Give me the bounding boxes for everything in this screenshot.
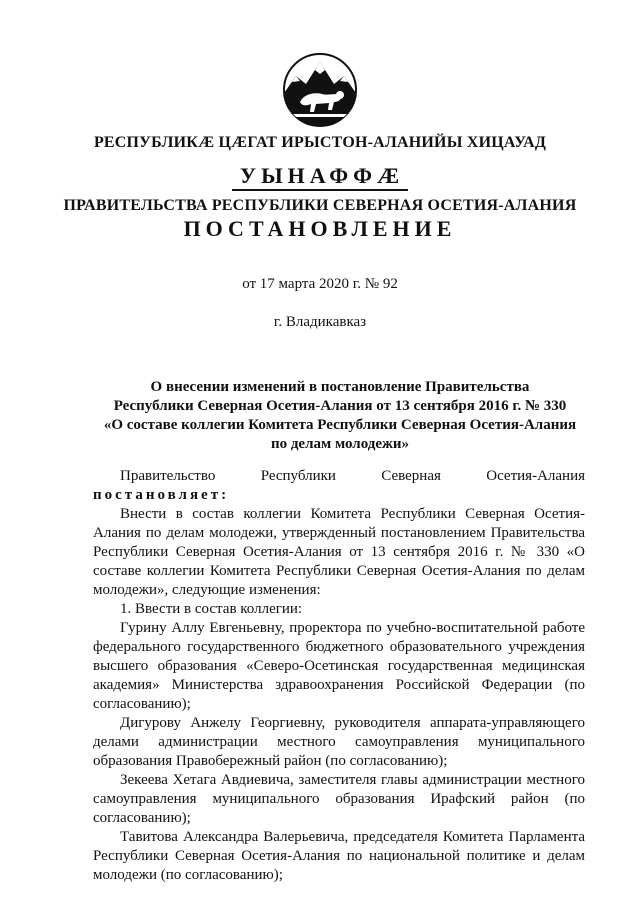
document-title-line: по делам молодежи» [270,436,410,452]
list-item: 1. Ввести в состав коллегии: [120,601,303,617]
member-entry: Зекеева Хетага Авдиевича, заместителя главы администрации местного самоуправления муниципального образования Ирафский район (по согласованию); [93,772,585,826]
coat-of-arms-snow-leopard-icon [282,52,358,128]
header-russian-title: ПОСТАНОВЛЕНИЕ [183,216,457,241]
header-ossetian-line: РЕСПУБЛИКӔ ЦӔГАТ ИРЫСТОН-АЛАНИЙЫ ХИЦАУАД [93,134,547,151]
intro-paragraph [93,467,585,505]
document-body [93,467,585,885]
paragraph: Внести в состав коллегии Комитета Республики Северная Осетия-Алания по делам молодежи, утвержденный постановлением Правительства Республики Северная Осетия-Алания от 13 сентября 2016 г. № 330 «О составе коллегии Комитета Республики Северная Осетия-Алания по делам молодежи», следующие изменения: [93,506,585,598]
document-title-line: О внесении изменений в постановление Правительства [150,379,530,395]
document-title-line: Республики Северная Осетия-Алания от 13 сентября 2016 г. № 330 [113,398,567,414]
member-entry: Дигурову Анжелу Георгиевну, руководителя аппарата-управляющего делами администрации местного самоуправления муниципального образования Правобережный район (по согласованию); [93,715,585,769]
member-entry: Тавитова Александра Валерьевича, председателя Комитета Парламента Республики Северная Осетия-Алания по национальной политике и делам молодежи (по согласованию); [93,829,585,883]
decree-word: постановляет: [93,487,230,503]
header-ossetian-title [0,163,640,189]
member-entry: Гурину Аллу Евгеньевну, проректора по учебно-воспитательной работе федерального государственного бюджетного образовательного учреждения высшего образования «Северо-Осетинская государственная медицинская академия» Министерства здравоохранения Российской Федерации (по согласованию); [93,620,585,712]
document-city: г. Владикавказ [273,314,367,330]
intro-text: Правительство Республики Северная Осетия-Алания [120,468,585,484]
document-title [90,378,590,454]
document-title-line: «О составе коллегии Комитета Республики Северная Осетия-Алания [103,417,577,433]
header-russian-line: ПРАВИТЕЛЬСТВА РЕСПУБЛИКИ СЕВЕРНАЯ ОСЕТИЯ-АЛАНИЯ [63,197,577,214]
header-ossetian-title-text: УЫНАФФӔ [232,163,408,191]
document-date: от 17 марта 2020 г. № 92 [242,276,398,292]
